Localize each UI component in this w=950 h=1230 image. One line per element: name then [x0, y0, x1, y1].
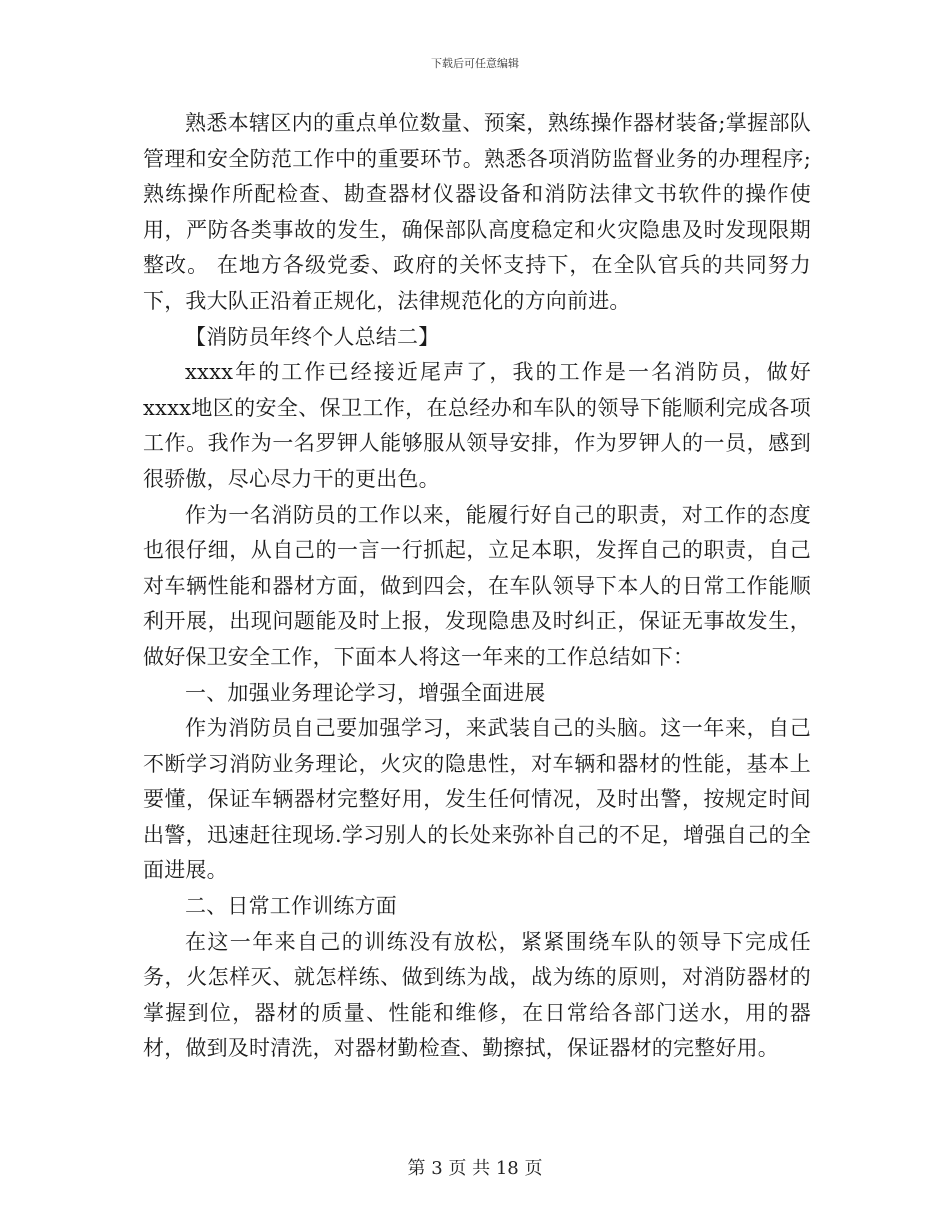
paragraph-2: xxxx年的工作已经接近尾声了，我的工作是一名消防员，做好xxxx地区的安全、保卫工作，在总经办和车队的领导下能顺利完成各项工作。我作为一名罗钾人能够服从领导安排，作为罗钾人的一员，感到很骄傲，尽心尽力干的更出色。 [143, 360, 811, 491]
section-heading-2: 【消防员年终个人总结二】 [185, 324, 440, 349]
paragraph-3: 作为一名消防员的工作以来，能履行好自己的职责，对工作的态度也很仔细，从自己的一言一行抓起，立足本职，发挥自己的职责，自己对车辆性能和器材方面，做到四会，在车队领导下本人的日常工作能顺利开展，出现问题能及时上报，发现隐患及时纠正，保证无事故发生，做好保卫安全工作，下面本人将这一年来的工作总结如下： [143, 502, 811, 669]
subheading-1: 一、加强业务理论学习，增强全面进展 [185, 680, 546, 705]
paragraph-5: 在这一年来自己的训练没有放松，紧紧围绕车队的领导下完成任务，火怎样灭、就怎样练、做到练为战，战为练的原则，对消防器材的掌握到位，器材的质量、性能和维修，在日常给各部门送水，用的器材，做到及时清洗，对器材勤检查、勤擦拭，保证器材的完整好用。 [143, 929, 811, 1061]
subheading-2: 二、日常工作训练方面 [185, 894, 397, 919]
page-number: 第 3 页 共 18 页 [407, 1158, 543, 1179]
page-header: 下载后可任意编辑 [431, 57, 519, 70]
paragraph-4: 作为消防员自己要加强学习，来武装自己的头脑。这一年来，自己不断学习消防业务理论，火灾的隐患性，对车辆和器材的性能，基本上要懂，保证车辆器材完整好用，发生任何情况，及时出警，按规定时间出警，迅速赶往现场.学习别人的长处来弥补自己的不足，增强自己的全面进展。 [143, 716, 811, 883]
paragraph-1: 熟悉本辖区内的重点单位数量、预案，熟练操作器材装备;掌握部队管理和安全防范工作中的重要环节。熟悉各项消防监督业务的办理程序;熟练操作所配检查、勘查器材仪器设备和消防法律文书软件的操作使用，严防各类事故的发生，确保部队高度稳定和火灾隐患及时发现限期整改。 在地方各级党委、政府的关怀支持下，在全队官兵的共同努力下，我大队正沿着正规化，法律规范化的方向前进。 [143, 111, 811, 313]
document-body [143, 106, 811, 1067]
